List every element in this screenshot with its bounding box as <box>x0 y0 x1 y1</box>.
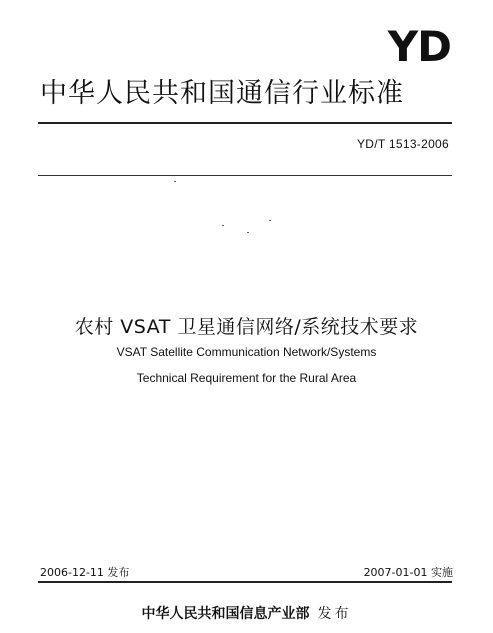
standard-number: YD/T 1513-2006 <box>356 137 449 151</box>
issue-date: 2006-12-11 发布 <box>40 566 130 579</box>
footer-divider <box>38 581 452 583</box>
scan-speck <box>174 181 176 182</box>
standard-category-title: 中华人民共和国通信行业标准 <box>40 78 404 109</box>
header-divider <box>38 122 452 124</box>
number-divider <box>38 175 452 176</box>
publish-action: 发布 <box>317 606 352 622</box>
yd-logo: YD <box>387 22 451 71</box>
publisher-line <box>0 603 493 623</box>
scan-speck <box>222 225 224 226</box>
scan-speck <box>269 220 271 221</box>
implementation-date: 2007-01-01 实施 <box>363 566 453 579</box>
scan-speck <box>247 232 249 233</box>
publisher-name: 中华人民共和国信息产业部 <box>141 606 310 622</box>
english-title-line-2: Technical Requirement for the Rural Area <box>136 371 357 385</box>
english-title-line-1: VSAT Satellite Communication Network/Systems <box>116 345 377 359</box>
chinese-document-title: 农村 VSAT 卫星通信网络/系统技术要求 <box>74 316 419 338</box>
